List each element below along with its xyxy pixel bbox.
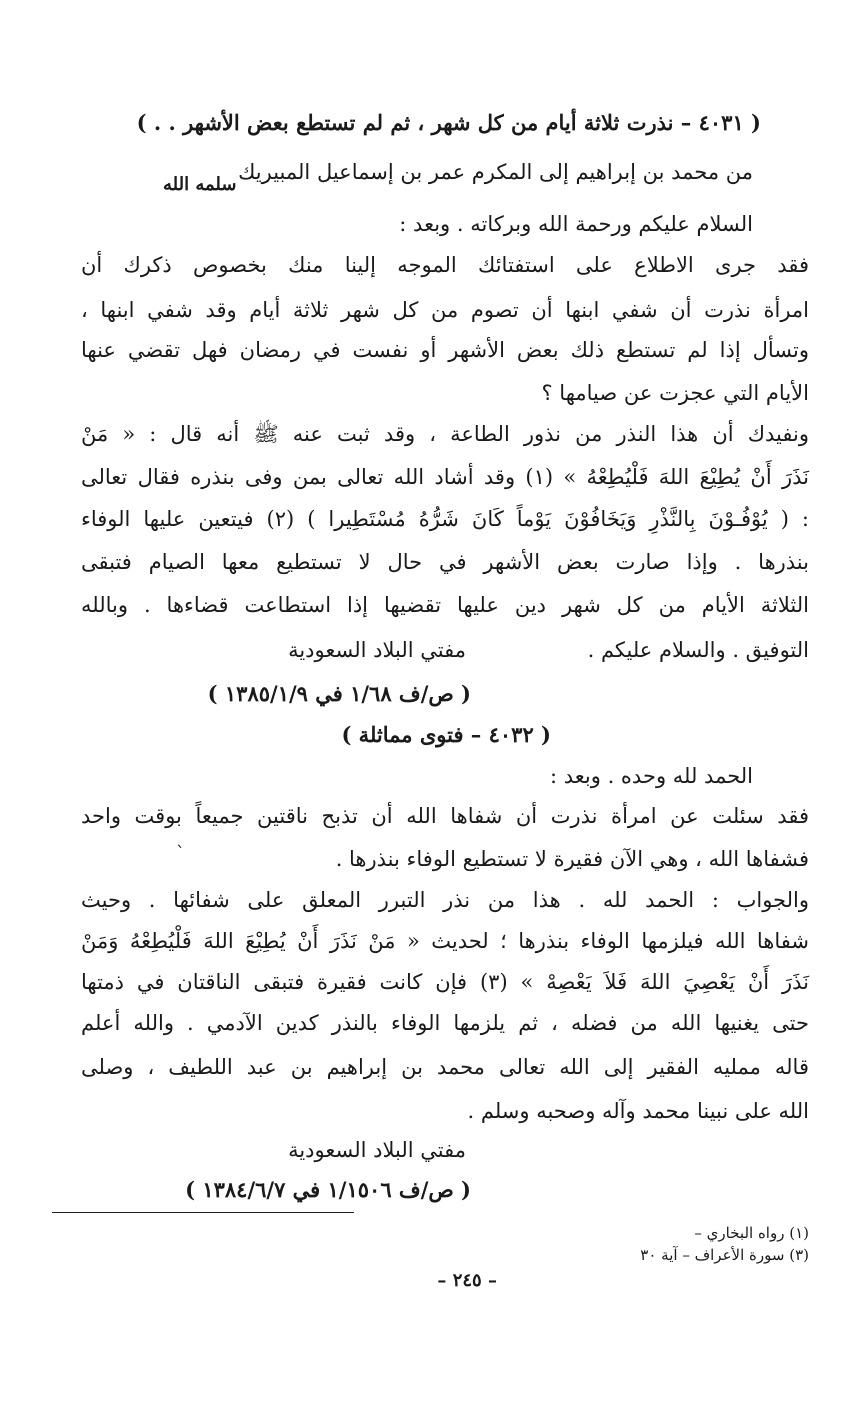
fatwa-body-line: شفاها الله فيلزمها الوفاء بنذرها ؛ لحديث « مَنْ نَذَرَ أَنْ يُطِيْعَ اللهَ فَلْيُطِعْهُ وَمَنْ [81,929,809,953]
fatwa-body-line: الله على نبينا محمد وآله وصحبه وسلم . [467,1099,809,1123]
footnote-rule [52,1212,354,1213]
fatwa-body-line: وتسأل إذا لم تستطع ذلك بعض الأشهر أو نفست في رمضان فهل تقضي عنها [81,338,809,362]
fatwa-body-line: بنذرها . وإذا صارت بعض الأشهر في حال لا تستطيع معها الصيام فتبقى [81,550,809,574]
letter-greeting: السلام عليكم ورحمة الله وبركاته . وبعد : [399,212,753,236]
letter-salutation-tail: سلمه الله [163,174,237,195]
page-number: – ٢٤٥ – [437,1270,497,1291]
footnote: (١) رواه البخاري – [694,1224,809,1242]
fatwa-body-line: قاله مملیه الفقير إلى الله تعالى محمد بن إبراهيم بن عبد اللطيف ، وصلى [81,1055,809,1079]
fatwa-body-line: ونفيدك أن هذا النذر من نذور الطاعة ، وقد ثبت عنه ﷺ أنه قال : « مَنْ [81,422,809,446]
fatwa-body-line: حتى يغنيها الله من فضله ، ثم يلزمها الوفاء بالنذر كدين الآدمي . والله أعلم [81,1011,809,1035]
letter-addressee: من محمد بن إبراهيم إلى المكرم عمر بن إسماعيل المبيريك [238,160,753,184]
fatwa-body-line: الأيام التي عجزت عن صيامها ؟ [541,381,809,405]
footnote: (٣) سورة الأعراف – آية ٣٠ [640,1246,809,1264]
fatwa-reference: ( ص/ف ١/١٥٠٦ في ١٣٨٤/٦/٧ ) [185,1177,471,1202]
margin-mark: ˋ [176,843,185,864]
fatwa-body-line: نَذَرَ أَنْ يُطِيْعَ اللهَ فَلْيُطِعْهُ » (١) وقد أشاد الله تعالى بمن وفى بنذره فقال تعالى [81,465,809,489]
fatwa-body-line: والجواب : الحمد لله . هذا من نذر التبرر المعلق على شفائها . وحيث [81,888,809,912]
fatwa-heading: ( ٤٠٣١ – نذرت ثلاثة أيام من كل شهر ، ثم لم تستطع بعض الأشهر . . ) [136,110,761,135]
fatwa-body-line: نَذَرَ أَنْ يَعْصِيَ اللهَ فَلاَ يَعْصِهْ » (٣) فإن كانت فقيرة فتبقى الناقتان في ذمتها [81,970,809,994]
letter-greeting: الحمد لله وحده . وبعد : [550,764,753,788]
mufti-signature: مفتي البلاد السعودية [288,1138,466,1162]
mufti-signature: مفتي البلاد السعودية [288,638,466,662]
fatwa-heading: ( ٤٠٣٢ – فتوى مماثلة ) [341,722,551,747]
fatwa-body-line: فقد سئلت عن امرأة نذرت أن شفاها الله أن تذبح ناقتين جميعاً بوقت واحد [81,804,809,828]
fatwa-body-line: فشفاها الله ، وهي الآن فقيرة لا تستطيع الوفاء بنذرها . [335,847,809,871]
fatwa-body-line: : ( يُوْفُـوْنَ بِالنَّذْرِ وَيَخَافُوْنَ يَوْماً كَانَ شَرُّهُ مُسْتَطِيرا ) (٢) فيتعين عليها الوفاء [81,507,809,531]
fatwa-body-line: امرأة نذرت أن شفي ابنها أن تصوم من كل شهر ثلاثة أيام وقد شفي ابنها ، [81,298,809,322]
fatwa-closing: التوفيق . والسلام عليكم . [587,638,809,662]
fatwa-reference: ( ص/ف ١/٦٨ في ١٣٨٥/١/٩ ) [207,681,471,706]
fatwa-body-line: فقد جرى الاطلاع على استفتائك الموجه إلينا منك بخصوص ذكرك أن [81,253,809,277]
fatwa-body-line: الثلاثة الأيام من كل شهر دين عليها تقضيها إذا استطاعت قضاءها . وبالله [81,593,809,617]
